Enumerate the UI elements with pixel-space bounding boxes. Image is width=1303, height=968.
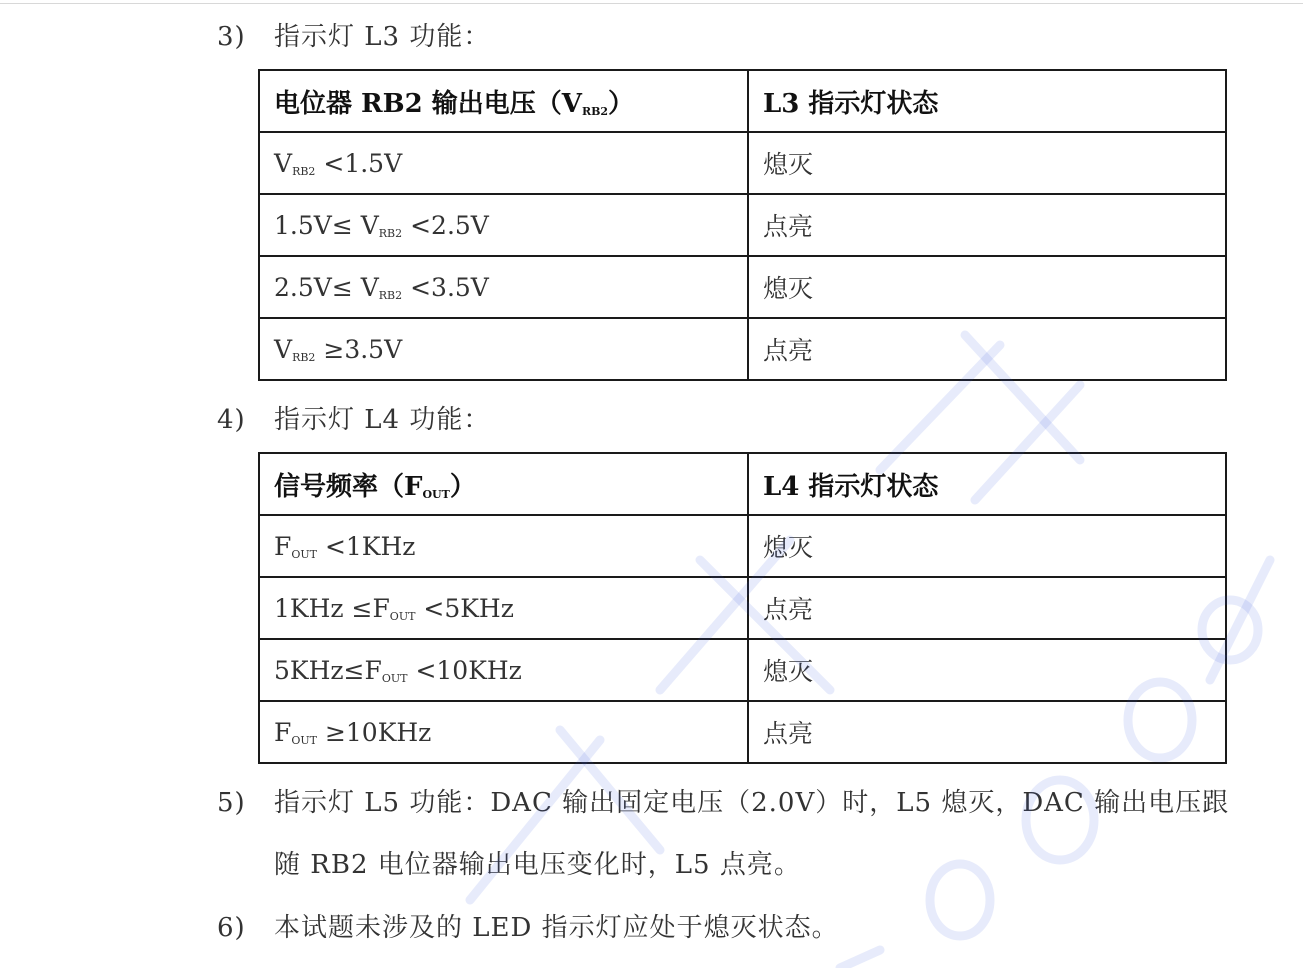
state-cell: 点亮: [748, 318, 1226, 380]
item-number: 3): [217, 22, 246, 52]
table-header-row: [259, 453, 1226, 515]
item-5: [217, 788, 1229, 818]
item-6: [217, 913, 839, 943]
table-l4: [258, 452, 1227, 764]
state-cell: 点亮: [748, 194, 1226, 256]
table-row: [259, 256, 1226, 318]
table-row: [259, 318, 1226, 380]
header-cell-state: L3 指示灯状态: [748, 70, 1226, 132]
table-row: [259, 577, 1226, 639]
condition-cell: $V_{RB2} \ge 3.5V$: [259, 318, 748, 380]
condition-cell: $1.5V\le V_{RB2} <2.5V$: [259, 194, 748, 256]
item-number: 5): [217, 788, 246, 818]
item-text: 指示灯 L3 功能：: [274, 22, 491, 52]
condition-cell: $V_{RB2} <1.5V$: [259, 132, 748, 194]
item-3: [217, 22, 490, 52]
state-cell: 点亮: [748, 577, 1226, 639]
item-number: 6): [217, 913, 246, 943]
table-row: [259, 515, 1226, 577]
state-cell: 熄灭: [748, 256, 1226, 318]
item-text: 指示灯 L5 功能：DAC 输出固定电压（2.0V）时，L5 熄灭，DAC 输出电压跟: [274, 788, 1230, 818]
table-row: [259, 701, 1226, 763]
top-rule: [0, 3, 1303, 4]
item-text: 本试题未涉及的 LED 指示灯应处于熄灭状态。: [274, 913, 839, 943]
item-5-continuation: 随 RB2 电位器输出电压变化时，L5 点亮。: [274, 850, 801, 880]
item-number: 4): [217, 405, 246, 435]
table-header-row: [259, 70, 1226, 132]
header-cell-voltage: 电位器 RB2 输出电压$(V_{RB2})$: [259, 70, 748, 132]
condition-cell: $F_{OUT} \ge 10KHz$: [259, 701, 748, 763]
state-cell: 点亮: [748, 701, 1226, 763]
item-4: [217, 405, 490, 435]
table-row: [259, 194, 1226, 256]
state-cell: 熄灭: [748, 132, 1226, 194]
header-cell-frequency: 信号频率$(F_{OUT})$: [259, 453, 748, 515]
condition-cell: $5KHz\le F_{OUT} <10KHz$: [259, 639, 748, 701]
condition-cell: $2.5V\le V_{RB2} <3.5V$: [259, 256, 748, 318]
table-l3: [258, 69, 1227, 381]
header-cell-state: L4 指示灯状态: [748, 453, 1226, 515]
state-cell: 熄灭: [748, 515, 1226, 577]
item-text: 指示灯 L4 功能：: [274, 405, 491, 435]
table-row: [259, 132, 1226, 194]
table-row: [259, 639, 1226, 701]
condition-cell: $F_{OUT} <1KHz$: [259, 515, 748, 577]
state-cell: 熄灭: [748, 639, 1226, 701]
condition-cell: $1KHz \le F_{OUT} <5KHz$: [259, 577, 748, 639]
